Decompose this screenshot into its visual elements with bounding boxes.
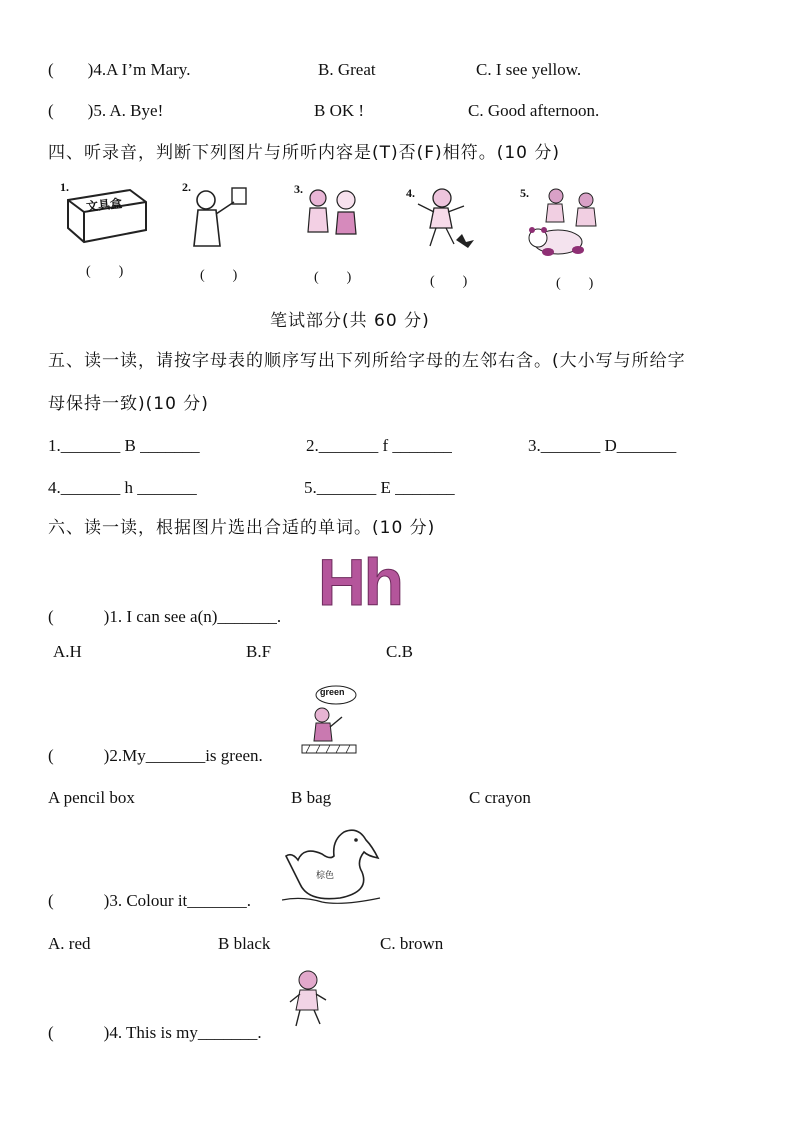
option-b: B bag <box>291 788 332 807</box>
option-c: C. Good afternoon. <box>468 101 600 120</box>
listening-q4 <box>48 59 190 81</box>
question-1 <box>48 606 281 628</box>
option-b: B.F <box>246 642 272 661</box>
kids-with-panda-picture <box>518 182 610 260</box>
written-section-header: 笔试部分(共 60 分) <box>270 311 430 331</box>
question-text: 2.My_______is green. <box>109 746 263 765</box>
letter-fill-item-4[interactable]: 4._______ h _______ <box>48 478 197 497</box>
answer-paren-open[interactable]: ( <box>48 101 54 120</box>
picture-number: 3. <box>294 182 303 196</box>
answer-paren-open[interactable]: ( <box>48 746 54 765</box>
option-a: A. red <box>48 934 91 953</box>
picture-number: 5. <box>520 186 529 200</box>
duck-picture <box>282 826 382 906</box>
picture-answer-blank[interactable]: ( ) <box>314 270 352 285</box>
picture-answer-blank[interactable]: ( ) <box>430 274 468 289</box>
answer-paren-close: ) <box>87 101 94 120</box>
answer-paren-close: ) <box>87 60 94 79</box>
picture-number: 4. <box>406 186 415 200</box>
question-text: 4.A I’m Mary. <box>93 60 191 79</box>
pencil-box-label: 文具盒 <box>85 196 123 214</box>
option-b: B OK ! <box>314 101 365 120</box>
letter-fill-item-5[interactable]: 5._______ E _______ <box>304 478 455 497</box>
section5-title-line1: 五、读一读，请按字母表的顺序写出下列所给字母的左邻右含。(大小写与所给字 <box>48 351 686 371</box>
option-c: C. I see yellow. <box>476 60 582 79</box>
answer-paren-close: ) <box>103 746 110 765</box>
answer-paren-open[interactable]: ( <box>48 607 54 626</box>
letter-hh-text: Hh <box>318 545 402 619</box>
dancing-child-picture <box>404 182 484 254</box>
question-3 <box>48 890 251 912</box>
two-kids-picture <box>292 182 372 252</box>
section5-title-line2: 母保持一致)(10 分) <box>48 394 209 414</box>
boy-picture <box>286 968 330 1032</box>
answer-paren-open[interactable]: ( <box>48 1023 54 1042</box>
picture-number: 1. <box>60 180 69 194</box>
picture-number: 2. <box>182 180 191 194</box>
question-2 <box>48 745 263 767</box>
picture-answer-blank[interactable]: ( ) <box>556 276 594 291</box>
letter-fill-item-2[interactable]: 2._______ f _______ <box>306 436 452 455</box>
pencil-box-picture <box>60 180 150 255</box>
question-text: 5. A. Bye! <box>93 101 164 120</box>
option-a: A.H <box>53 642 82 661</box>
letter-fill-item-1[interactable]: 1._______ B _______ <box>48 436 200 455</box>
letter-hh-picture <box>318 545 410 622</box>
question-text: 1. I can see a(n)_______. <box>109 607 282 626</box>
option-b: B black <box>218 934 271 953</box>
answer-paren-open[interactable]: ( <box>48 891 54 910</box>
letter-fill-item-3[interactable]: 3._______ D_______ <box>528 436 677 455</box>
option-c: C.B <box>386 642 413 661</box>
option-a: A pencil box <box>48 788 135 807</box>
duck-colour-label: 棕色 <box>316 871 335 881</box>
section4-title: 四、听录音，判断下列图片与所听内容是(T)否(F)相符。(10 分) <box>48 143 560 163</box>
answer-paren-close: ) <box>103 1023 110 1042</box>
picture-answer-blank[interactable]: ( ) <box>86 264 124 279</box>
picture-answer-blank[interactable]: ( ) <box>200 268 238 283</box>
question-text: 4. This is my_______. <box>109 1023 262 1042</box>
green-label: green <box>320 687 345 697</box>
answer-paren-close: ) <box>103 607 110 626</box>
option-c: C crayon <box>469 788 531 807</box>
question-4 <box>48 1022 262 1044</box>
listening-q5 <box>48 100 163 122</box>
answer-paren-open[interactable]: ( <box>48 60 54 79</box>
girl-with-card-picture <box>180 180 260 260</box>
option-b: B. Great <box>318 60 376 79</box>
answer-paren-close: ) <box>103 891 110 910</box>
option-c: C. brown <box>380 934 444 953</box>
child-drawing-picture <box>298 683 362 759</box>
section6-title: 六、读一读，根据图片选出合适的单词。(10 分) <box>48 518 436 538</box>
question-text: 3. Colour it_______. <box>109 891 252 910</box>
